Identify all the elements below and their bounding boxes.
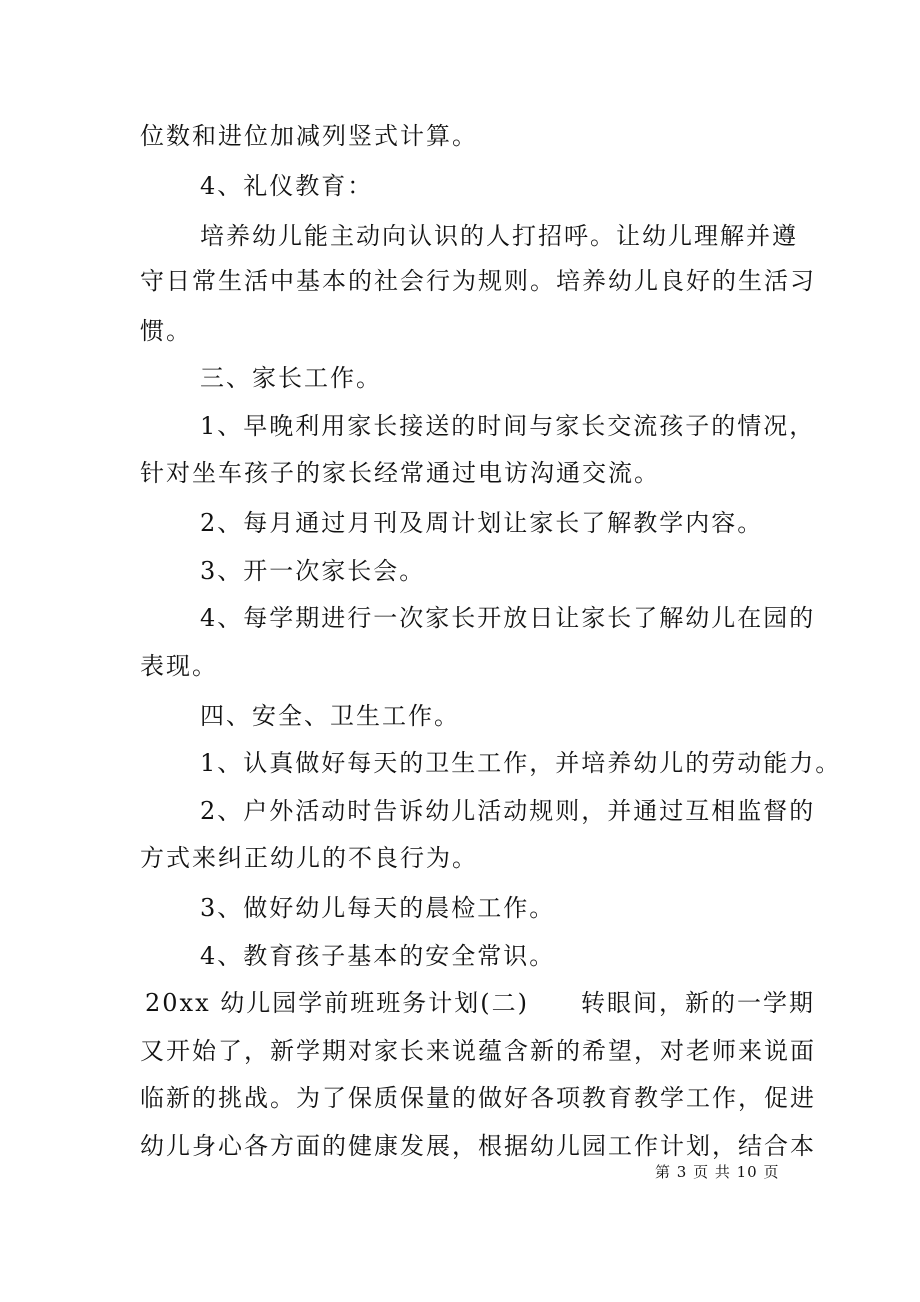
page-number: 第 3 页 共 10 页 bbox=[655, 1163, 780, 1181]
text-line: 幼儿身心各方面的健康发展，根据幼儿园工作计划，结合本 bbox=[140, 1132, 816, 1160]
text-line: 2、每月通过月刊及周计划让家长了解教学内容。 bbox=[200, 509, 764, 537]
text-line: 1、认真做好每天的卫生工作，并培养幼儿的劳动能力。 bbox=[200, 749, 842, 777]
text-line: 针对坐车孩子的家长经常通过电访沟通交流。 bbox=[140, 459, 660, 487]
text-line: 3、开一次家长会。 bbox=[200, 557, 426, 585]
text-line: 临新的挑战。为了保质保量的做好各项教育教学工作，促进 bbox=[140, 1084, 816, 1112]
text-line: 又开始了，新学期对家长来说蕴含新的希望，对老师来说面 bbox=[140, 1037, 816, 1065]
text-line: 3、做好幼儿每天的晨检工作。 bbox=[200, 894, 556, 922]
text-line: 4、礼仪教育： bbox=[200, 172, 374, 200]
text-line: 位数和进位加减列竖式计算。 bbox=[140, 122, 478, 150]
text-line: 三、家长工作。 bbox=[200, 364, 382, 392]
text-line: 4、教育孩子基本的安全常识。 bbox=[200, 942, 556, 970]
text-line: 惯。 bbox=[140, 317, 192, 345]
text-line: 守日常生活中基本的社会行为规则。培养幼儿良好的生活习 bbox=[140, 267, 816, 295]
text-line: 2、户外活动时告诉幼儿活动规则，并通过互相监督的 bbox=[200, 797, 816, 825]
text-line: 20xx 幼儿园学前班班务计划(二) 转眼间，新的一学期 bbox=[145, 989, 815, 1017]
text-line: 方式来纠正幼儿的不良行为。 bbox=[140, 844, 478, 872]
text-line: 4、每学期进行一次家长开放日让家长了解幼儿在园的 bbox=[200, 604, 816, 632]
text-line: 培养幼儿能主动向认识的人打招呼。让幼儿理解并遵 bbox=[200, 222, 798, 250]
text-line: 表现。 bbox=[140, 652, 218, 680]
text-line: 1、早晚利用家长接送的时间与家长交流孩子的情况， bbox=[200, 412, 816, 440]
text-line: 四、安全、卫生工作。 bbox=[200, 702, 460, 730]
